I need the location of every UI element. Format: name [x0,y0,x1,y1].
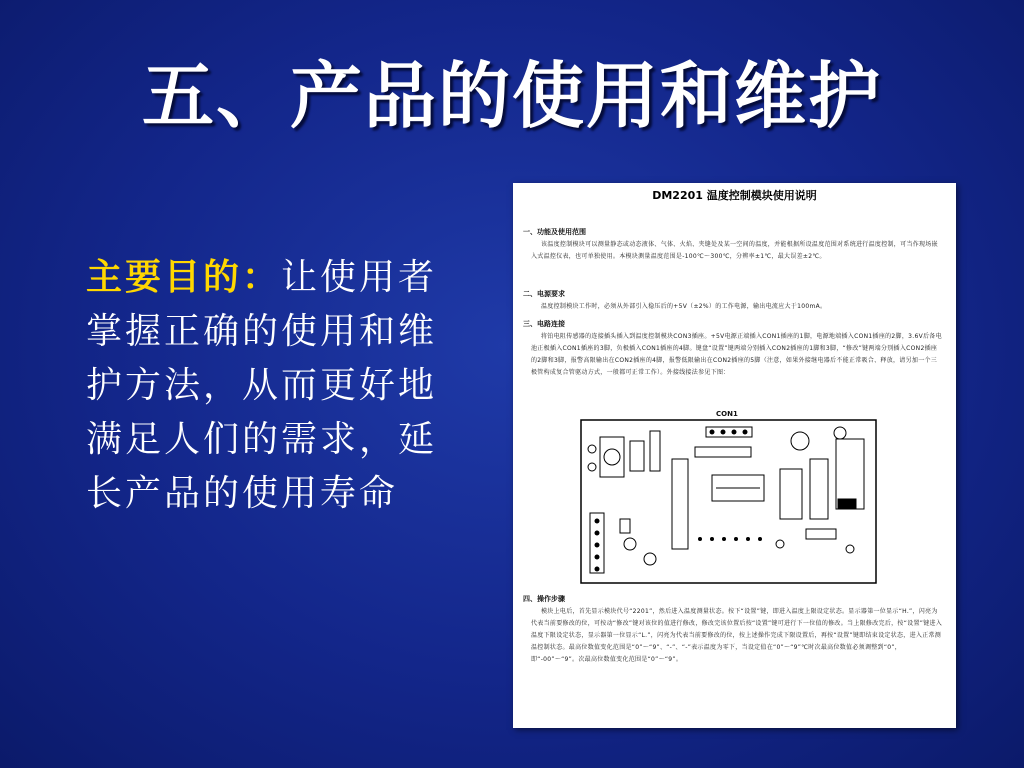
section-text-2: 温度控制模块工作时，必须从外部引入稳压后的+5V（±2%）的工作电源，输出电流应大于100mA。 [541,303,827,310]
lead-label: 主要目的： [86,256,282,298]
section-heading-4: 四、操作步骤 [523,595,565,603]
section-heading-2: 二、电源要求 [523,290,565,298]
body-text: 让使用者掌握正确的使用和维护方法，从而更好地满足人们的需求，延长产品的使用寿命 [86,257,438,514]
pcb-wiring-diagram [580,419,877,584]
slide-body [86,250,446,521]
con1-connector [706,427,752,437]
section-text-1: 该温度控制模块可以测量静态或动态液体、气体、火焰、夹缝处及某一空间的温度，并能根据所设温度范围对系统进行温度控制，可当作现场嵌入式温控仪表，也可单独使用。本模块测量温度范围是-100℃～300℃，分辨率±1℃，最大误差±2℃。 [531,241,938,260]
con2-connector [590,513,604,573]
con1-label: CON1 [716,410,738,418]
section-heading-1: 一、功能及使用范围 [523,228,586,236]
manual-document-image [513,183,956,728]
section-text-3: 将铂电阻传感器的连接插头插入到温度控制模块CON3插座。+5V电源正端插入CON1插座的1脚，电源地端插入CON1插座的2脚，3.6V后备电池正极插入CON1插座的3脚，负极插入CON1插座的4脚。键盘“设置”键两端分别插入CON2插座的1脚和3脚，“修改”键两端分别插入CON2插座的2脚和3脚，报警高限输出在CON2插座的4脚，报警低限输出在CON2插座的5脚（注意，如果外接继电器后不能正常吸合、释放，请另加一个三极管构成复合管驱动方式，一般都可正常工作）。外接线接法参见下图： [531,333,942,376]
slide-title: 五、产品的使用和维护 [141,53,882,138]
section-heading-3: 三、电路连接 [523,320,565,328]
section-text-4: 模块上电后，首先显示模块代号“2201”，然后进入温度测量状态。按下“设置”键，即进入温度上限设定状态。显示器第一位显示“H.”，闪亮为代表当前要修改的位，可按动“修改”键对该位的值进行修改，修改完该位置后按“设置”键可进行下一位值的修改。当上限修改完后，按“设置”键进入温度下限设定状态，显示器第一位显示“L.”，闪亮为代表当前要修改的位，按上述操作完成下限设置后，再按“设置”键即结束设定状态，进入正常测温控制状态。最高位数值变化范围是“0”～“9”、“-”、“-”表示温度为零下，当设定值在“0”～“9”℃时次最高位数值必须调整到“0”，即“-00”～“9”。次最高位数值变化范围是“0”～“9”。 [531,608,943,663]
document-title: DM2201 温度控制模块使用说明 [652,189,817,202]
